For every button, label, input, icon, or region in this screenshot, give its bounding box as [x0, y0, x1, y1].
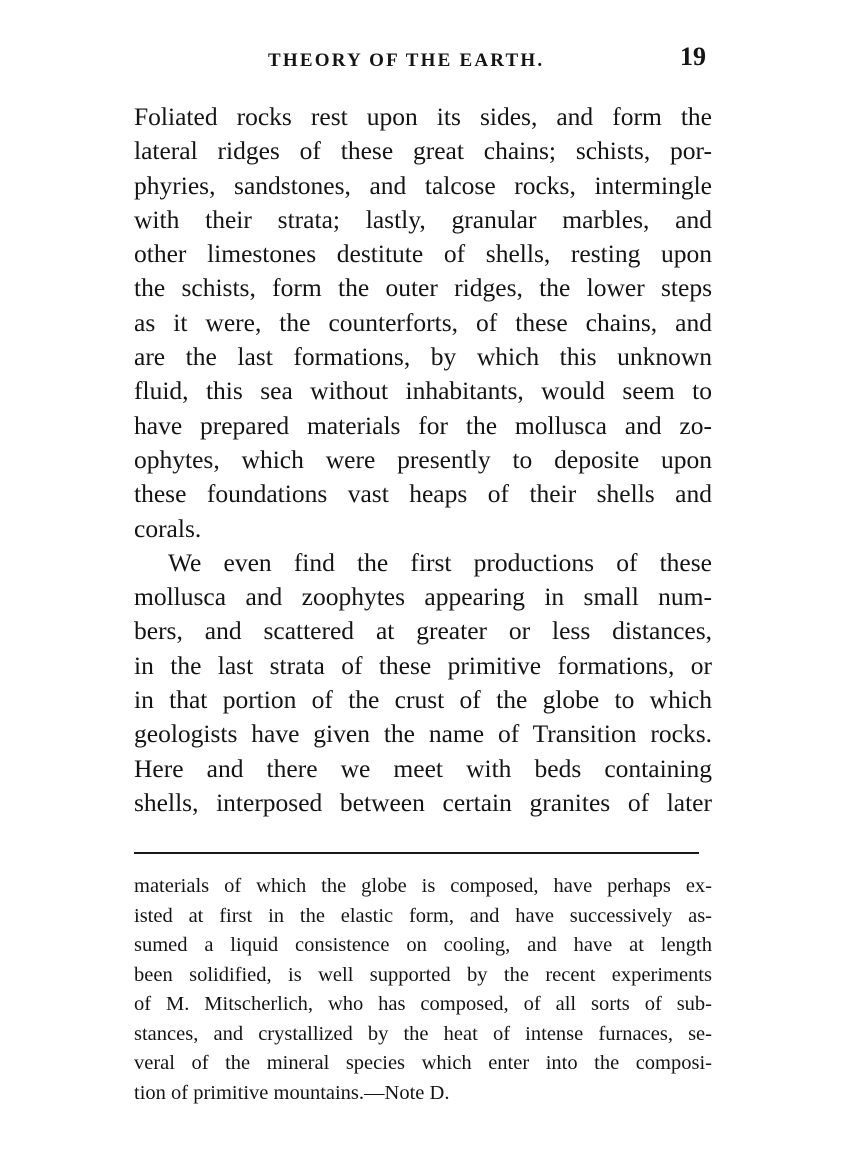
- text-line: fluid, this sea without inhabitants, would seem to: [134, 376, 712, 406]
- paragraph: [134, 546, 712, 820]
- text-line: We even find the first productions of these: [168, 547, 712, 577]
- text-line: other limestones destitute of shells, resting upon: [134, 239, 712, 269]
- text-line: in the last strata of these primitive formations, or: [134, 650, 712, 680]
- footnote-line: of M. Mitscherlich, who has composed, of all sorts of sub-: [134, 993, 712, 1015]
- footnote-line: sumed a liquid consistence on cooling, and have at length: [134, 934, 712, 956]
- body-text: [134, 100, 712, 820]
- text-line: the schists, form the outer ridges, the lower steps: [134, 273, 712, 303]
- footnote-line: been solidified, is well supported by the recent experiments: [134, 963, 712, 986]
- text-line: these foundations vast heaps of their shells and: [134, 479, 712, 509]
- text-line: ophytes, which were presently to deposite upon: [134, 444, 712, 474]
- text-line: lateral ridges of these great chains; schists, por-: [134, 136, 712, 166]
- text-line: corals.: [134, 513, 202, 543]
- running-title: THEORY OF THE EARTH.: [268, 50, 545, 71]
- page-number: 19: [680, 42, 706, 71]
- text-line: are the last formations, by which this unknown: [134, 342, 712, 372]
- footnote-rule: [134, 852, 699, 854]
- text-line: mollusca and zoophytes appearing in small num-: [134, 582, 712, 612]
- text-line: in that portion of the crust of the globe to which: [134, 685, 712, 715]
- paragraph: [134, 100, 712, 546]
- footnote-line: veral of the mineral species which enter into the composi-: [134, 1052, 712, 1074]
- footnote: [134, 872, 712, 1108]
- text-line: with their strata; lastly, granular marbles, and: [134, 204, 712, 234]
- footnote-line: stances, and crystallized by the heat of intense furnaces, se-: [134, 1022, 712, 1045]
- text-line: Foliated rocks rest upon its sides, and form the: [134, 102, 712, 131]
- footnote-line: tion of primitive mountains.—Note D.: [134, 1081, 450, 1104]
- running-header: [134, 42, 712, 76]
- text-line: geologists have given the name of Transition rocks.: [134, 719, 712, 749]
- text-line: shells, interposed between certain granites of later: [134, 787, 712, 817]
- footnote-line: materials of which the globe is composed, have perhaps ex-: [134, 875, 712, 897]
- text-line: have prepared materials for the mollusca and zo-: [134, 410, 712, 440]
- text-line: as it were, the counterforts, of these chains, and: [134, 307, 712, 337]
- footnote-line: isted at first in the elastic form, and have successively as-: [134, 904, 712, 927]
- text-line: bers, and scattered at greater or less distances,: [134, 616, 712, 646]
- text-line: phyries, sandstones, and talcose rocks, intermingle: [134, 170, 712, 200]
- text-line: Here and there we meet with beds containing: [134, 753, 712, 783]
